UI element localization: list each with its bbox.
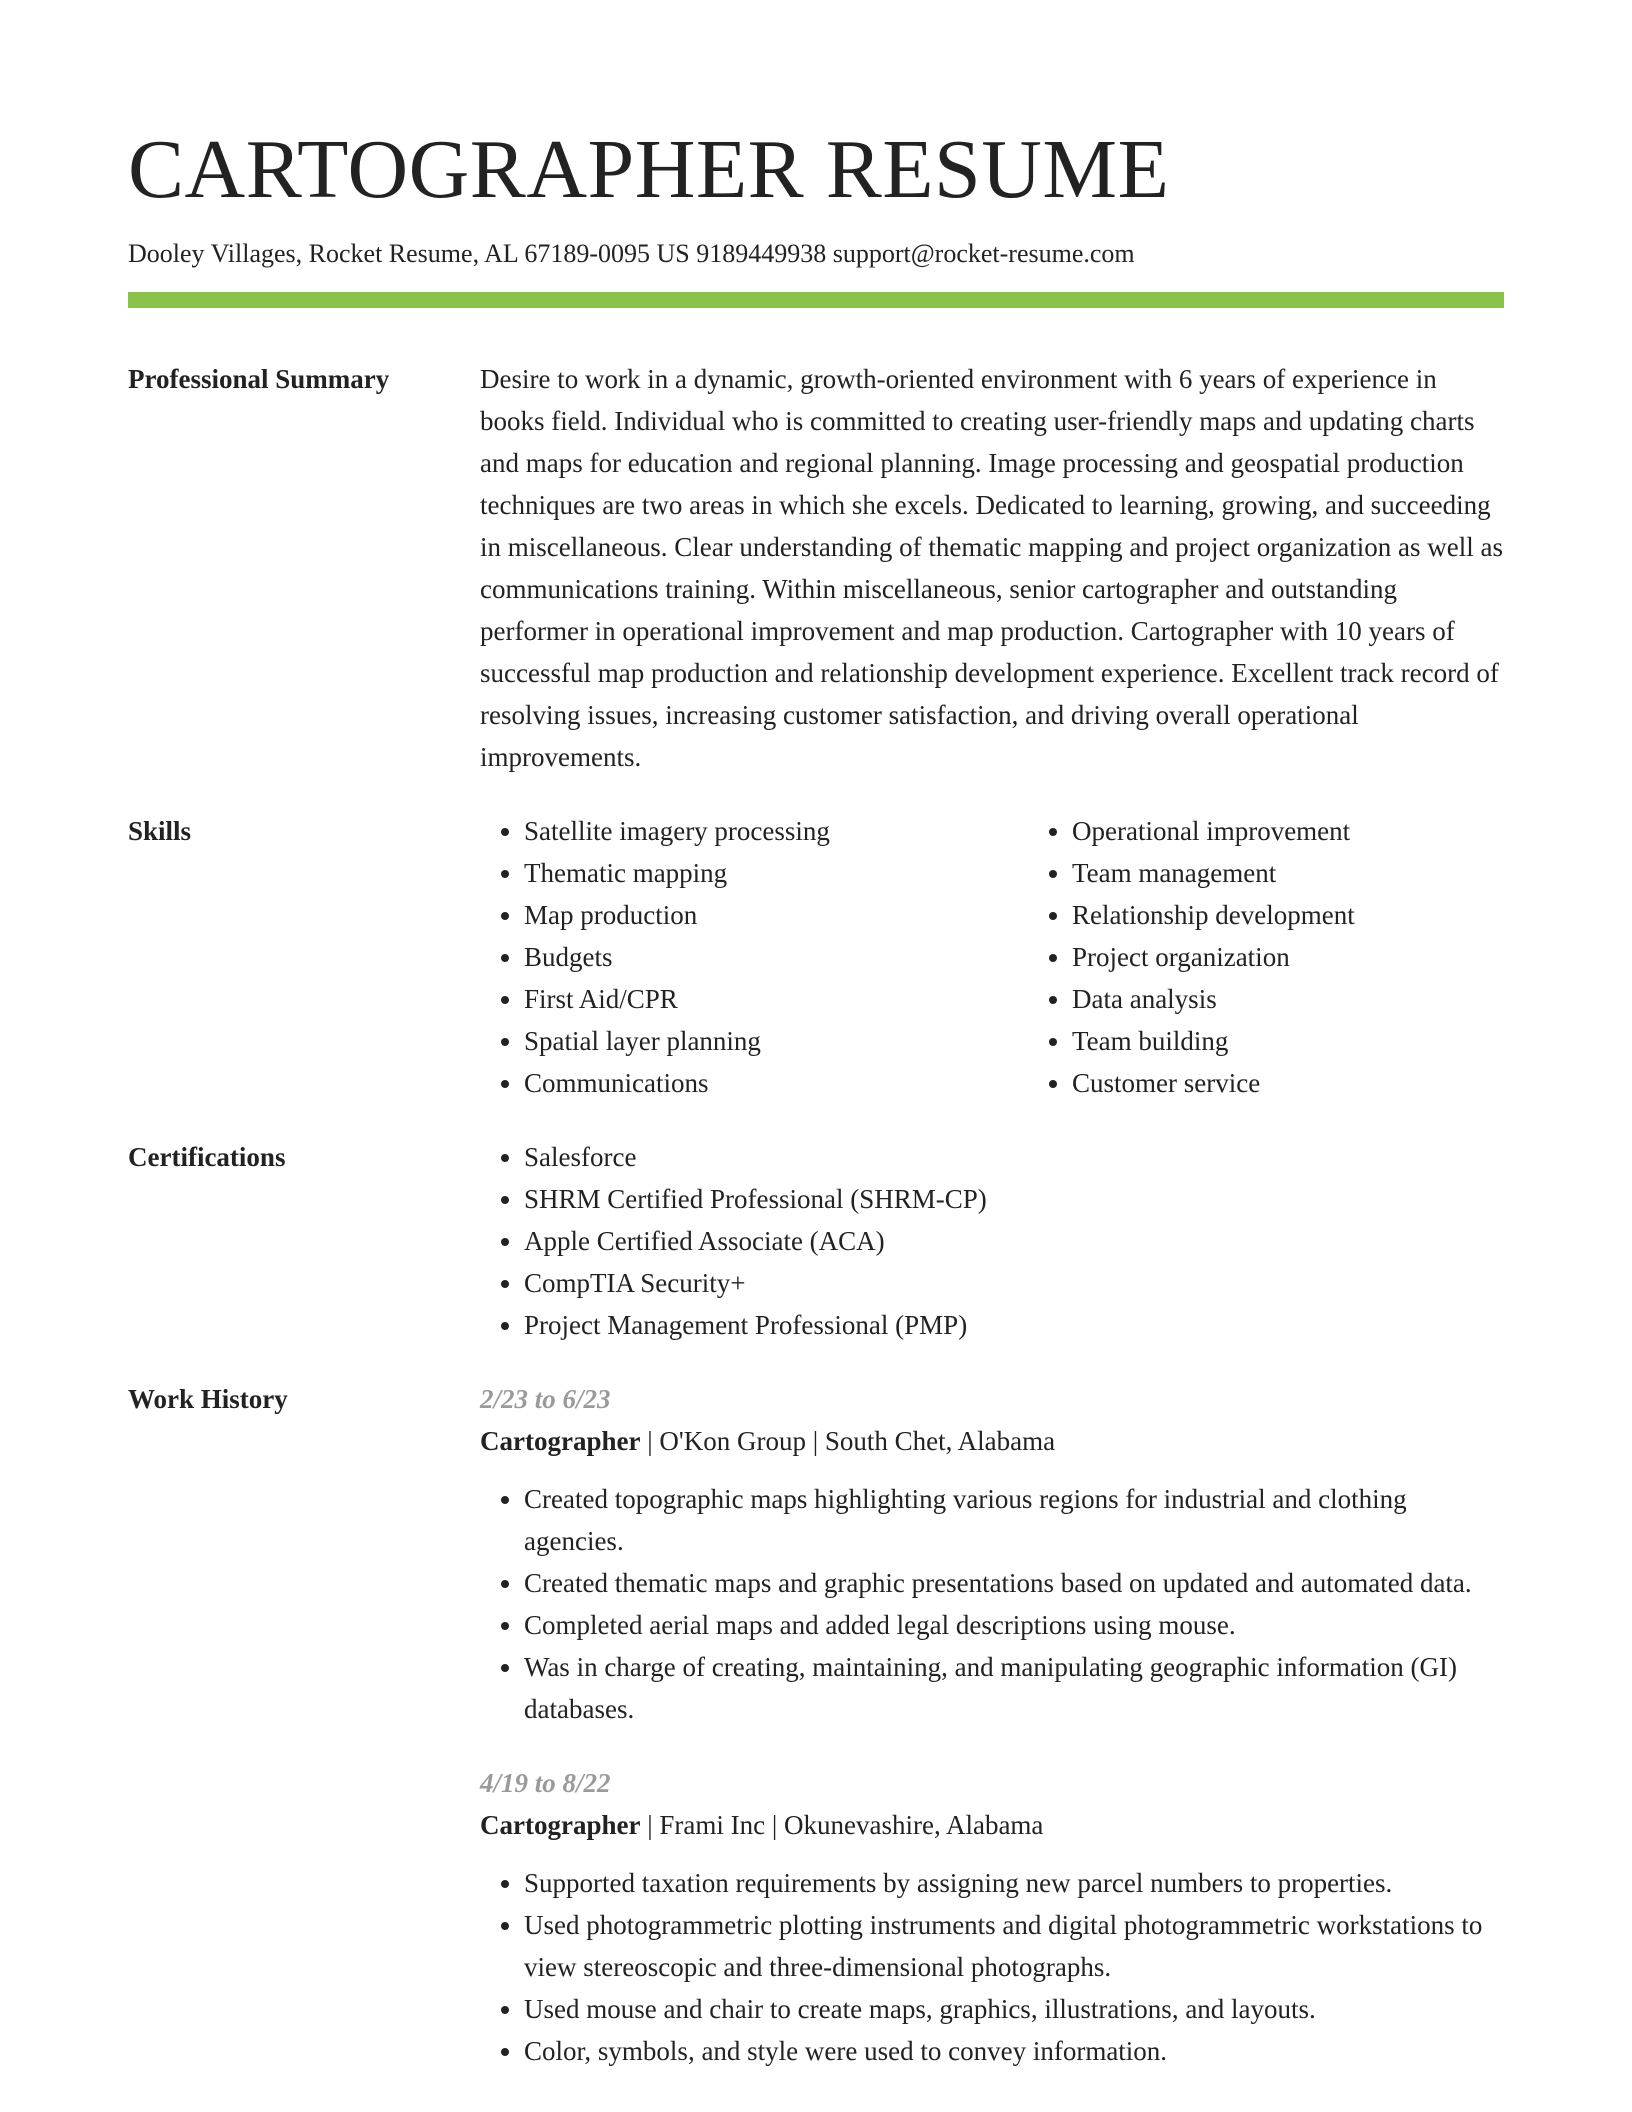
job-title: Cartographer — [480, 1810, 641, 1840]
certification-item: • Salesforce — [524, 1136, 1504, 1178]
skill-item: • Data analysis — [1072, 978, 1576, 1020]
skill-item: • Satellite imagery processing — [524, 810, 1028, 852]
job-heading — [480, 1420, 1504, 1462]
job-details: | O'Kon Group | South Chet, Alabama — [640, 1426, 1056, 1456]
skill-item: • Project organization — [1072, 936, 1576, 978]
skill-item: • Thematic mapping — [524, 852, 1028, 894]
job-duty: • Was in charge of creating, maintaining, and manipulating geographic information (GI) databases. — [524, 1646, 1504, 1730]
section-label-skills: Skills — [128, 816, 192, 846]
job-details: | Frami Inc | Okunevashire, Alabama — [640, 1810, 1044, 1840]
skill-item: • Communications — [524, 1062, 1028, 1104]
job-duty: • Created thematic maps and graphic presentations based on updated and automated data. — [524, 1562, 1504, 1604]
section-label-work-history: Work History — [128, 1384, 288, 1414]
skills-section — [128, 810, 1504, 1104]
skill-item: • Relationship development — [1072, 894, 1576, 936]
section-label-summary: Professional Summary — [128, 364, 390, 394]
job-duty: • Color, symbols, and style were used to convey information. — [524, 2030, 1504, 2072]
job-dates: 2/23 to 6/23 — [480, 1384, 611, 1414]
job-heading — [480, 1804, 1504, 1846]
job-duties-list — [480, 1478, 1504, 1730]
skills-list-right — [1028, 810, 1576, 1104]
work-history-section — [128, 1378, 1504, 2072]
resume-title: CARTOGRAPHER RESUME — [128, 123, 1170, 216]
skill-item: • Spatial layer planning — [524, 1020, 1028, 1062]
skill-item: • Team building — [1072, 1020, 1576, 1062]
job-duty: • Completed aerial maps and added legal descriptions using mouse. — [524, 1604, 1504, 1646]
job-title: Cartographer — [480, 1426, 641, 1456]
skill-item: • Operational improvement — [1072, 810, 1576, 852]
job-duty: • Created topographic maps highlighting various regions for industrial and clothing agencies. — [524, 1478, 1504, 1562]
skill-item: • First Aid/CPR — [524, 978, 1028, 1020]
summary-text: Desire to work in a dynamic, growth-oriented environment with 6 years of experience in books field. Individual who is committed to creating user-friendly maps and updating charts and maps for education and regional planning. Image processing and geospatial production techniques are two areas in which she excels. Dedicated to learning, growing, and succeeding in miscellaneous. Clear understanding of thematic mapping and project organization as well as communications training. Within miscellaneous, senior cartographer and outstanding performer in operational improvement and map production. Cartographer with 10 years of successful map production and relationship development experience. Excellent track record of resolving issues, increasing customer satisfaction, and driving overall operational improvements. — [480, 364, 1503, 772]
section-label-certifications: Certifications — [128, 1142, 286, 1172]
accent-divider — [128, 292, 1504, 308]
certification-item: • Project Management Professional (PMP) — [524, 1304, 1504, 1346]
certifications-list — [480, 1136, 1504, 1346]
jobs-container — [480, 1378, 1504, 2072]
job-entry — [480, 1378, 1504, 1730]
resume-page — [128, 120, 1504, 2072]
professional-summary-section — [128, 358, 1504, 778]
skills-list-left — [480, 810, 1028, 1104]
contact-line: Dooley Villages, Rocket Resume, AL 67189-0095 US 9189449938 support@rocket-resume.com — [128, 239, 1135, 268]
skill-item: • Budgets — [524, 936, 1028, 978]
job-duty: • Supported taxation requirements by assigning new parcel numbers to properties. — [524, 1862, 1504, 1904]
job-duty: • Used mouse and chair to create maps, graphics, illustrations, and layouts. — [524, 1988, 1504, 2030]
job-entry — [480, 1762, 1504, 2072]
skill-item: • Map production — [524, 894, 1028, 936]
skill-item: • Customer service — [1072, 1062, 1576, 1104]
certification-item: • CompTIA Security+ — [524, 1262, 1504, 1304]
skill-item: • Team management — [1072, 852, 1576, 894]
certification-item: • SHRM Certified Professional (SHRM-CP) — [524, 1178, 1504, 1220]
job-dates: 4/19 to 8/22 — [480, 1768, 611, 1798]
certifications-section — [128, 1136, 1504, 1346]
certification-item: • Apple Certified Associate (ACA) — [524, 1220, 1504, 1262]
job-duties-list — [480, 1862, 1504, 2072]
job-duty: • Used photogrammetric plotting instruments and digital photogrammetric workstations to view stereoscopic and three-dimensional photographs. — [524, 1904, 1504, 1988]
